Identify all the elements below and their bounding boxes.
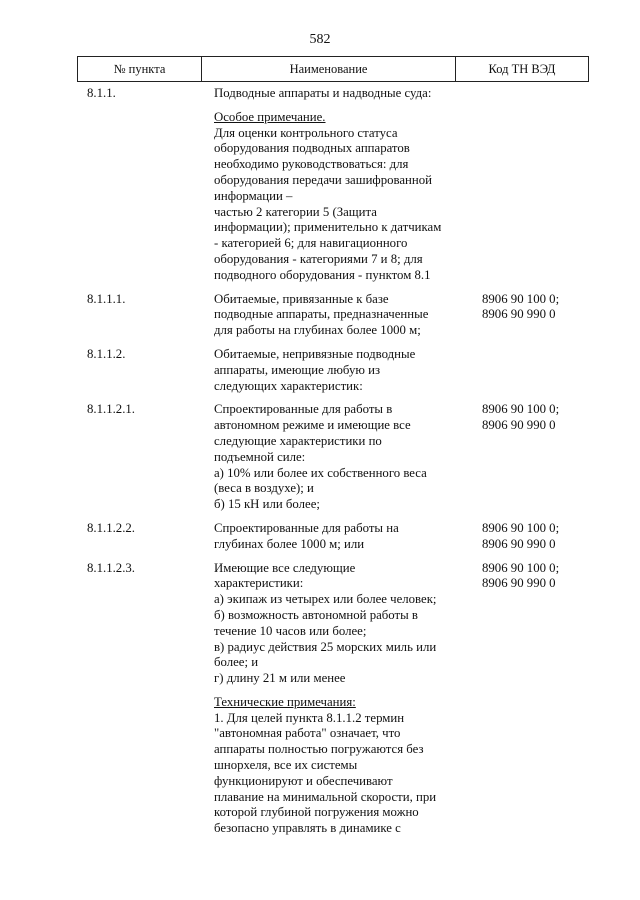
- item-codes: [472, 86, 589, 102]
- item-codes: [472, 521, 589, 553]
- text-line: функционируют и обеспечивают: [214, 773, 393, 788]
- text-line: а) экипаж из четырех или более человек;: [214, 592, 437, 607]
- table-row: [77, 110, 589, 284]
- item-number: [77, 110, 214, 284]
- text-line: г) длину 21 м или менее: [214, 671, 346, 686]
- text-line: "автономная работа" означает, что: [214, 726, 401, 741]
- table-row: [77, 402, 589, 513]
- item-number: 8.1.1.2.1.: [87, 402, 135, 417]
- item-number: 8.1.1.2.3.: [87, 560, 135, 575]
- text-line: оборудования подводных аппаратов: [214, 141, 410, 156]
- text-line: безопасно управлять в динамике с: [214, 821, 401, 836]
- item-text: [214, 86, 472, 102]
- text-line: течение 10 часов или более;: [214, 623, 367, 638]
- tnved-code: 8906 90 990 0: [482, 418, 556, 433]
- item-number: 8.1.1.1.: [87, 291, 126, 306]
- text-line: для работы на глубинах более 1000 м;: [214, 323, 421, 338]
- header-code: Код ТН ВЭД: [488, 61, 556, 76]
- item-number: [77, 695, 214, 837]
- note-heading: Технические примечания:: [214, 694, 356, 709]
- text-line: - категорией 6; для навигационного: [214, 236, 408, 251]
- text-line: Обитаемые, непривязные подводные: [214, 346, 416, 361]
- item-text: [214, 561, 472, 687]
- item-codes: [472, 561, 589, 687]
- item-text: [214, 110, 472, 284]
- text-line: информации); применительно к датчикам: [214, 220, 442, 235]
- text-line: Для оценки контрольного статуса: [214, 125, 398, 140]
- item-codes: [472, 347, 589, 394]
- tnved-code: 8906 90 100 0;: [482, 402, 560, 417]
- text-line: аппараты полностью погружаются без: [214, 742, 424, 757]
- tnved-code: 8906 90 100 0;: [482, 520, 560, 535]
- item-number: 8.1.1.2.2.: [87, 520, 135, 535]
- tnved-code: 8906 90 990 0: [482, 536, 556, 551]
- text-line: необходимо руководствоваться: для: [214, 157, 409, 172]
- item-text: [214, 347, 472, 394]
- text-line: глубинах более 1000 м; или: [214, 536, 365, 551]
- tnved-code: 8906 90 990 0: [482, 576, 556, 591]
- item-text: [214, 521, 472, 553]
- text-line: оборудования передачи зашифрованной: [214, 172, 432, 187]
- text-line: Спроектированные для работы в: [214, 402, 393, 417]
- header-item-number: № пункта: [113, 61, 166, 76]
- text-line: подводного оборудования - пунктом 8.1: [214, 267, 431, 282]
- item-codes: [472, 292, 589, 339]
- text-line: а) 10% или более их собственного веса: [214, 465, 427, 480]
- text-line: которой глубиной погружения можно: [214, 805, 419, 820]
- table-row: [77, 695, 589, 837]
- table-row: [77, 347, 589, 394]
- text-line: более; и: [214, 655, 259, 670]
- item-number: 8.1.1.2.: [87, 346, 126, 361]
- item-text: [214, 292, 472, 339]
- item-text: [214, 695, 472, 837]
- text-line: в) радиус действия 25 морских миль или: [214, 639, 437, 654]
- table-row: [77, 86, 589, 102]
- text-line: Подводные аппараты и надводные суда:: [214, 86, 432, 100]
- header-item-name: Наименование: [201, 57, 456, 81]
- table-header: [77, 56, 589, 82]
- text-line: б) возможность автономной работы в: [214, 607, 418, 622]
- text-line: следующие характеристики по: [214, 433, 382, 448]
- text-line: шнорхеля, все их системы: [214, 758, 358, 773]
- text-line: б) 15 кН или более;: [214, 497, 320, 512]
- text-line: плавание на минимальной скорости, при: [214, 789, 437, 804]
- text-line: (веса в воздухе); и: [214, 481, 314, 496]
- item-number: 8.1.1.: [87, 86, 116, 100]
- table-row: [77, 292, 589, 339]
- item-codes: [472, 695, 589, 837]
- text-line: Спроектированные для работы на: [214, 520, 399, 535]
- item-codes: [472, 402, 589, 513]
- tnved-code: 8906 90 990 0: [482, 307, 556, 322]
- table-row: [77, 561, 589, 687]
- table-row: [77, 521, 589, 553]
- table-body: [77, 86, 589, 837]
- note-heading: Особое примечание.: [214, 109, 326, 124]
- text-line: 1. Для целей пункта 8.1.1.2 термин: [214, 710, 405, 725]
- text-line: Обитаемые, привязанные к базе: [214, 291, 389, 306]
- text-line: оборудования - категориями 7 и 8; для: [214, 251, 423, 266]
- text-line: информации –: [214, 188, 293, 203]
- text-line: подъемной силе:: [214, 449, 306, 464]
- tnved-code: 8906 90 100 0;: [482, 560, 560, 575]
- text-line: характеристики:: [214, 576, 304, 591]
- text-line: Имеющие все следующие: [214, 560, 356, 575]
- page-number: 582: [309, 32, 331, 47]
- item-codes: [472, 110, 589, 284]
- text-line: следующих характеристик:: [214, 378, 363, 393]
- text-line: подводные аппараты, предназначенные: [214, 307, 429, 322]
- text-line: аппараты, имеющие любую из: [214, 362, 381, 377]
- text-line: частью 2 категории 5 (Защита: [214, 204, 377, 219]
- tnved-code: 8906 90 100 0;: [482, 291, 560, 306]
- item-text: [214, 402, 472, 513]
- text-line: автономном режиме и имеющие все: [214, 418, 411, 433]
